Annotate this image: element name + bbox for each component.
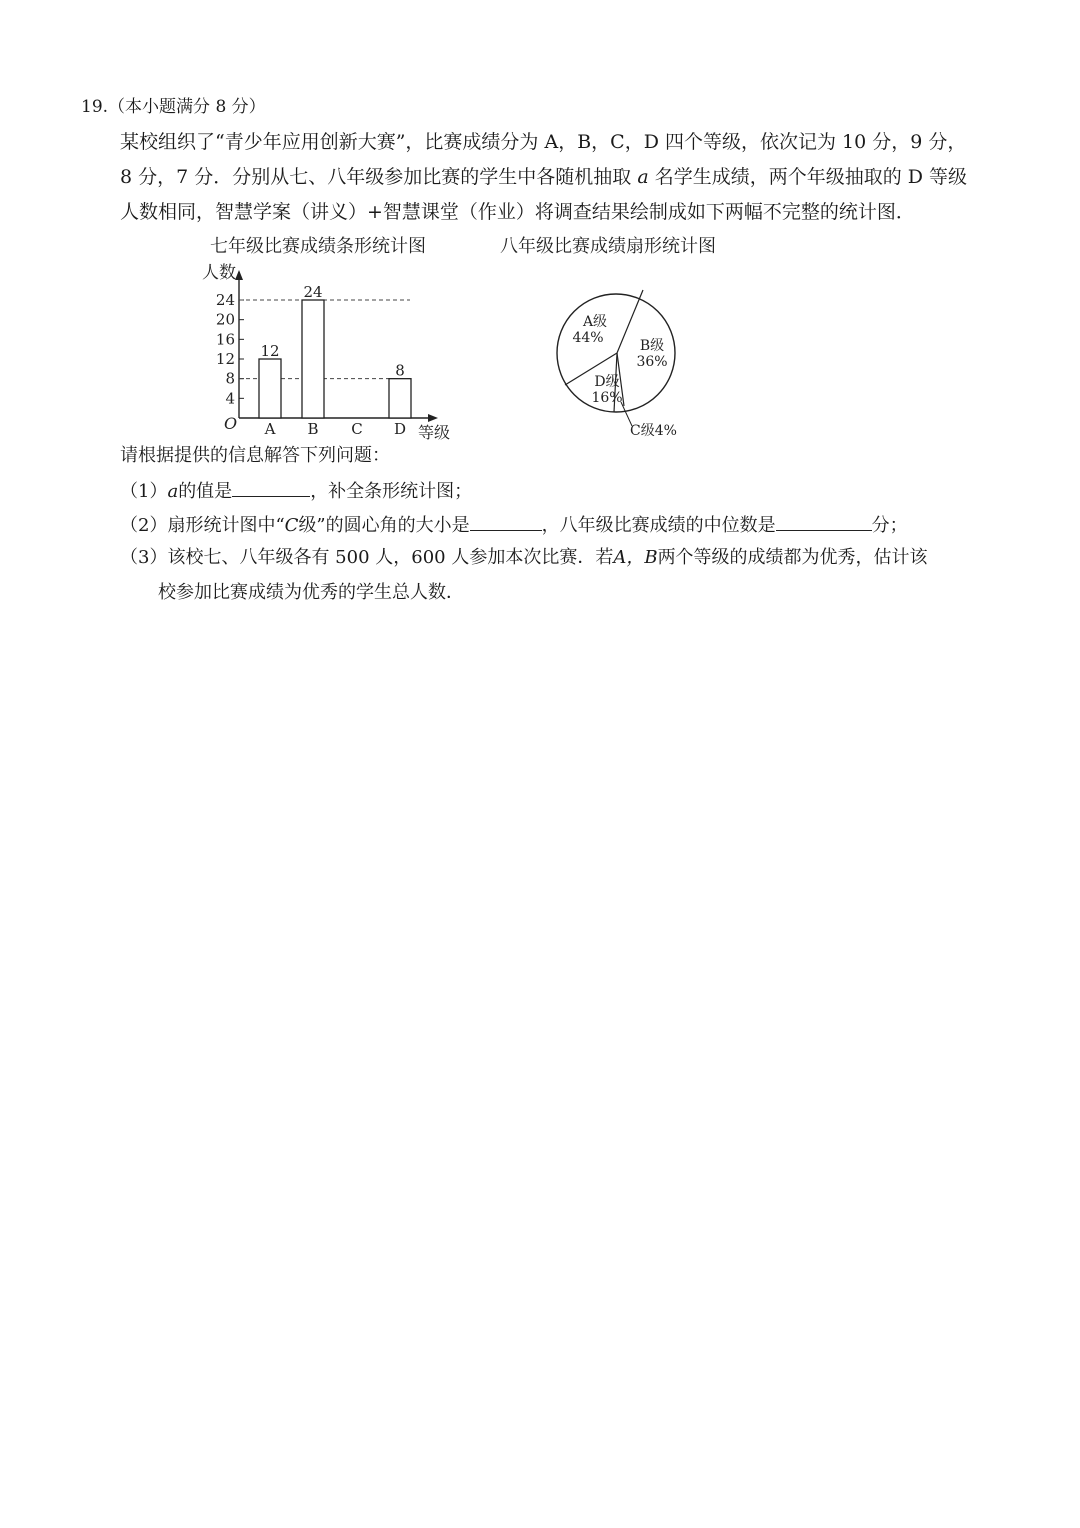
q19-stem-line1: 某校组织了“青少年应用创新大赛”，比赛成绩分为 A，B，C，D 四个等级，依次记为 10 分，9 分， bbox=[120, 131, 967, 153]
pie-slice-name: A级 bbox=[582, 314, 608, 330]
q19-sub2-mid: 级”的圆心角的大小是 bbox=[298, 515, 470, 536]
pie-chart-title: 八年级比赛成绩扇形统计图 bbox=[500, 236, 716, 257]
q19-sub3-pre: （3）该校七、八年级各有 500 人，600 人参加本次比赛．若 bbox=[120, 547, 614, 568]
q19-sub1 bbox=[120, 478, 472, 504]
pie-slice-name: B级 bbox=[639, 338, 665, 354]
bar bbox=[389, 379, 411, 418]
q19-stem-line2-pre: 8 分，7 分．分别从七、八年级参加比赛的学生中各随机抽取 bbox=[120, 166, 632, 188]
q19-stem-line2 bbox=[120, 165, 967, 189]
q19-sub2 bbox=[120, 512, 908, 538]
q19-heading: 19.（本小题满分 8 分） bbox=[81, 97, 266, 117]
q19-sub3-post: 两个等级的成绩都为优秀，估计该 bbox=[657, 547, 928, 568]
x-tick-label: C bbox=[351, 420, 363, 438]
x-axis-label: 等级 bbox=[418, 423, 451, 442]
bar-data-label: 24 bbox=[303, 283, 323, 301]
q19-stem-line2-post: 名学生成绩，两个年级抽取的 D 等级 bbox=[654, 166, 968, 188]
q19-sub2-blank1[interactable] bbox=[470, 512, 542, 531]
pie-slice-percent: 44% bbox=[572, 330, 604, 346]
bar-chart bbox=[190, 232, 470, 444]
q19-sub1-pre: （1） bbox=[120, 481, 168, 502]
pie-slice-name: D级 bbox=[594, 374, 620, 390]
y-axis-label: 人数 bbox=[202, 263, 236, 283]
x-axis-arrow bbox=[428, 414, 438, 422]
y-axis-arrow bbox=[235, 270, 243, 280]
bar bbox=[302, 300, 324, 418]
q19-sub3-var: A，B bbox=[613, 547, 658, 568]
q19-sub1-post: ，补全条形统计图； bbox=[310, 481, 473, 502]
y-tick-label: 8 bbox=[225, 369, 235, 388]
q19-sub2-pre: （2）扇形统计图中“ bbox=[120, 515, 285, 536]
pie-slice-c-label: C级4% bbox=[630, 423, 677, 439]
q19-sub1-var: a bbox=[167, 481, 179, 502]
bar bbox=[259, 359, 281, 418]
pie-slice-percent: 16% bbox=[591, 390, 623, 406]
y-tick-label: 4 bbox=[225, 389, 235, 408]
y-tick-label: 20 bbox=[215, 310, 235, 329]
q19-sub1-blank[interactable] bbox=[232, 478, 310, 497]
q19-var-a: a bbox=[637, 166, 649, 188]
q19-sub2-var: C bbox=[284, 515, 299, 536]
pie-slice-percent: 36% bbox=[636, 354, 668, 370]
pie-chart bbox=[480, 232, 770, 444]
y-tick-label: 24 bbox=[215, 291, 235, 309]
q19-prompt: 请根据提供的信息解答下列问题： bbox=[120, 445, 390, 466]
q19-sub2-blank2[interactable] bbox=[776, 512, 872, 531]
q19-stem-line3: 人数相同，智慧学案（讲义）+智慧课堂（作业）将调查结果绘制成如下两幅不完整的统计图． bbox=[120, 201, 915, 223]
x-tick-label: D bbox=[393, 420, 407, 438]
bar-data-label: 8 bbox=[395, 361, 405, 380]
y-tick-label: 12 bbox=[215, 350, 235, 368]
q19-sub2-post: 分； bbox=[871, 515, 908, 536]
bar-data-label: 12 bbox=[260, 342, 280, 360]
x-tick-label: B bbox=[307, 420, 319, 438]
q19-sub3-line1 bbox=[120, 546, 928, 570]
x-tick-label: A bbox=[264, 420, 276, 438]
q19-sub2-mid2: ，八年级比赛成绩的中位数是 bbox=[541, 515, 776, 536]
q19-sub3-line2: 校参加比赛成绩为优秀的学生总人数． bbox=[158, 582, 464, 603]
y-tick-label: 16 bbox=[215, 330, 235, 349]
origin-label: O bbox=[224, 414, 238, 433]
q19-sub1-mid: 的值是 bbox=[178, 481, 233, 502]
bar-chart-title: 七年级比赛成绩条形统计图 bbox=[210, 236, 426, 257]
